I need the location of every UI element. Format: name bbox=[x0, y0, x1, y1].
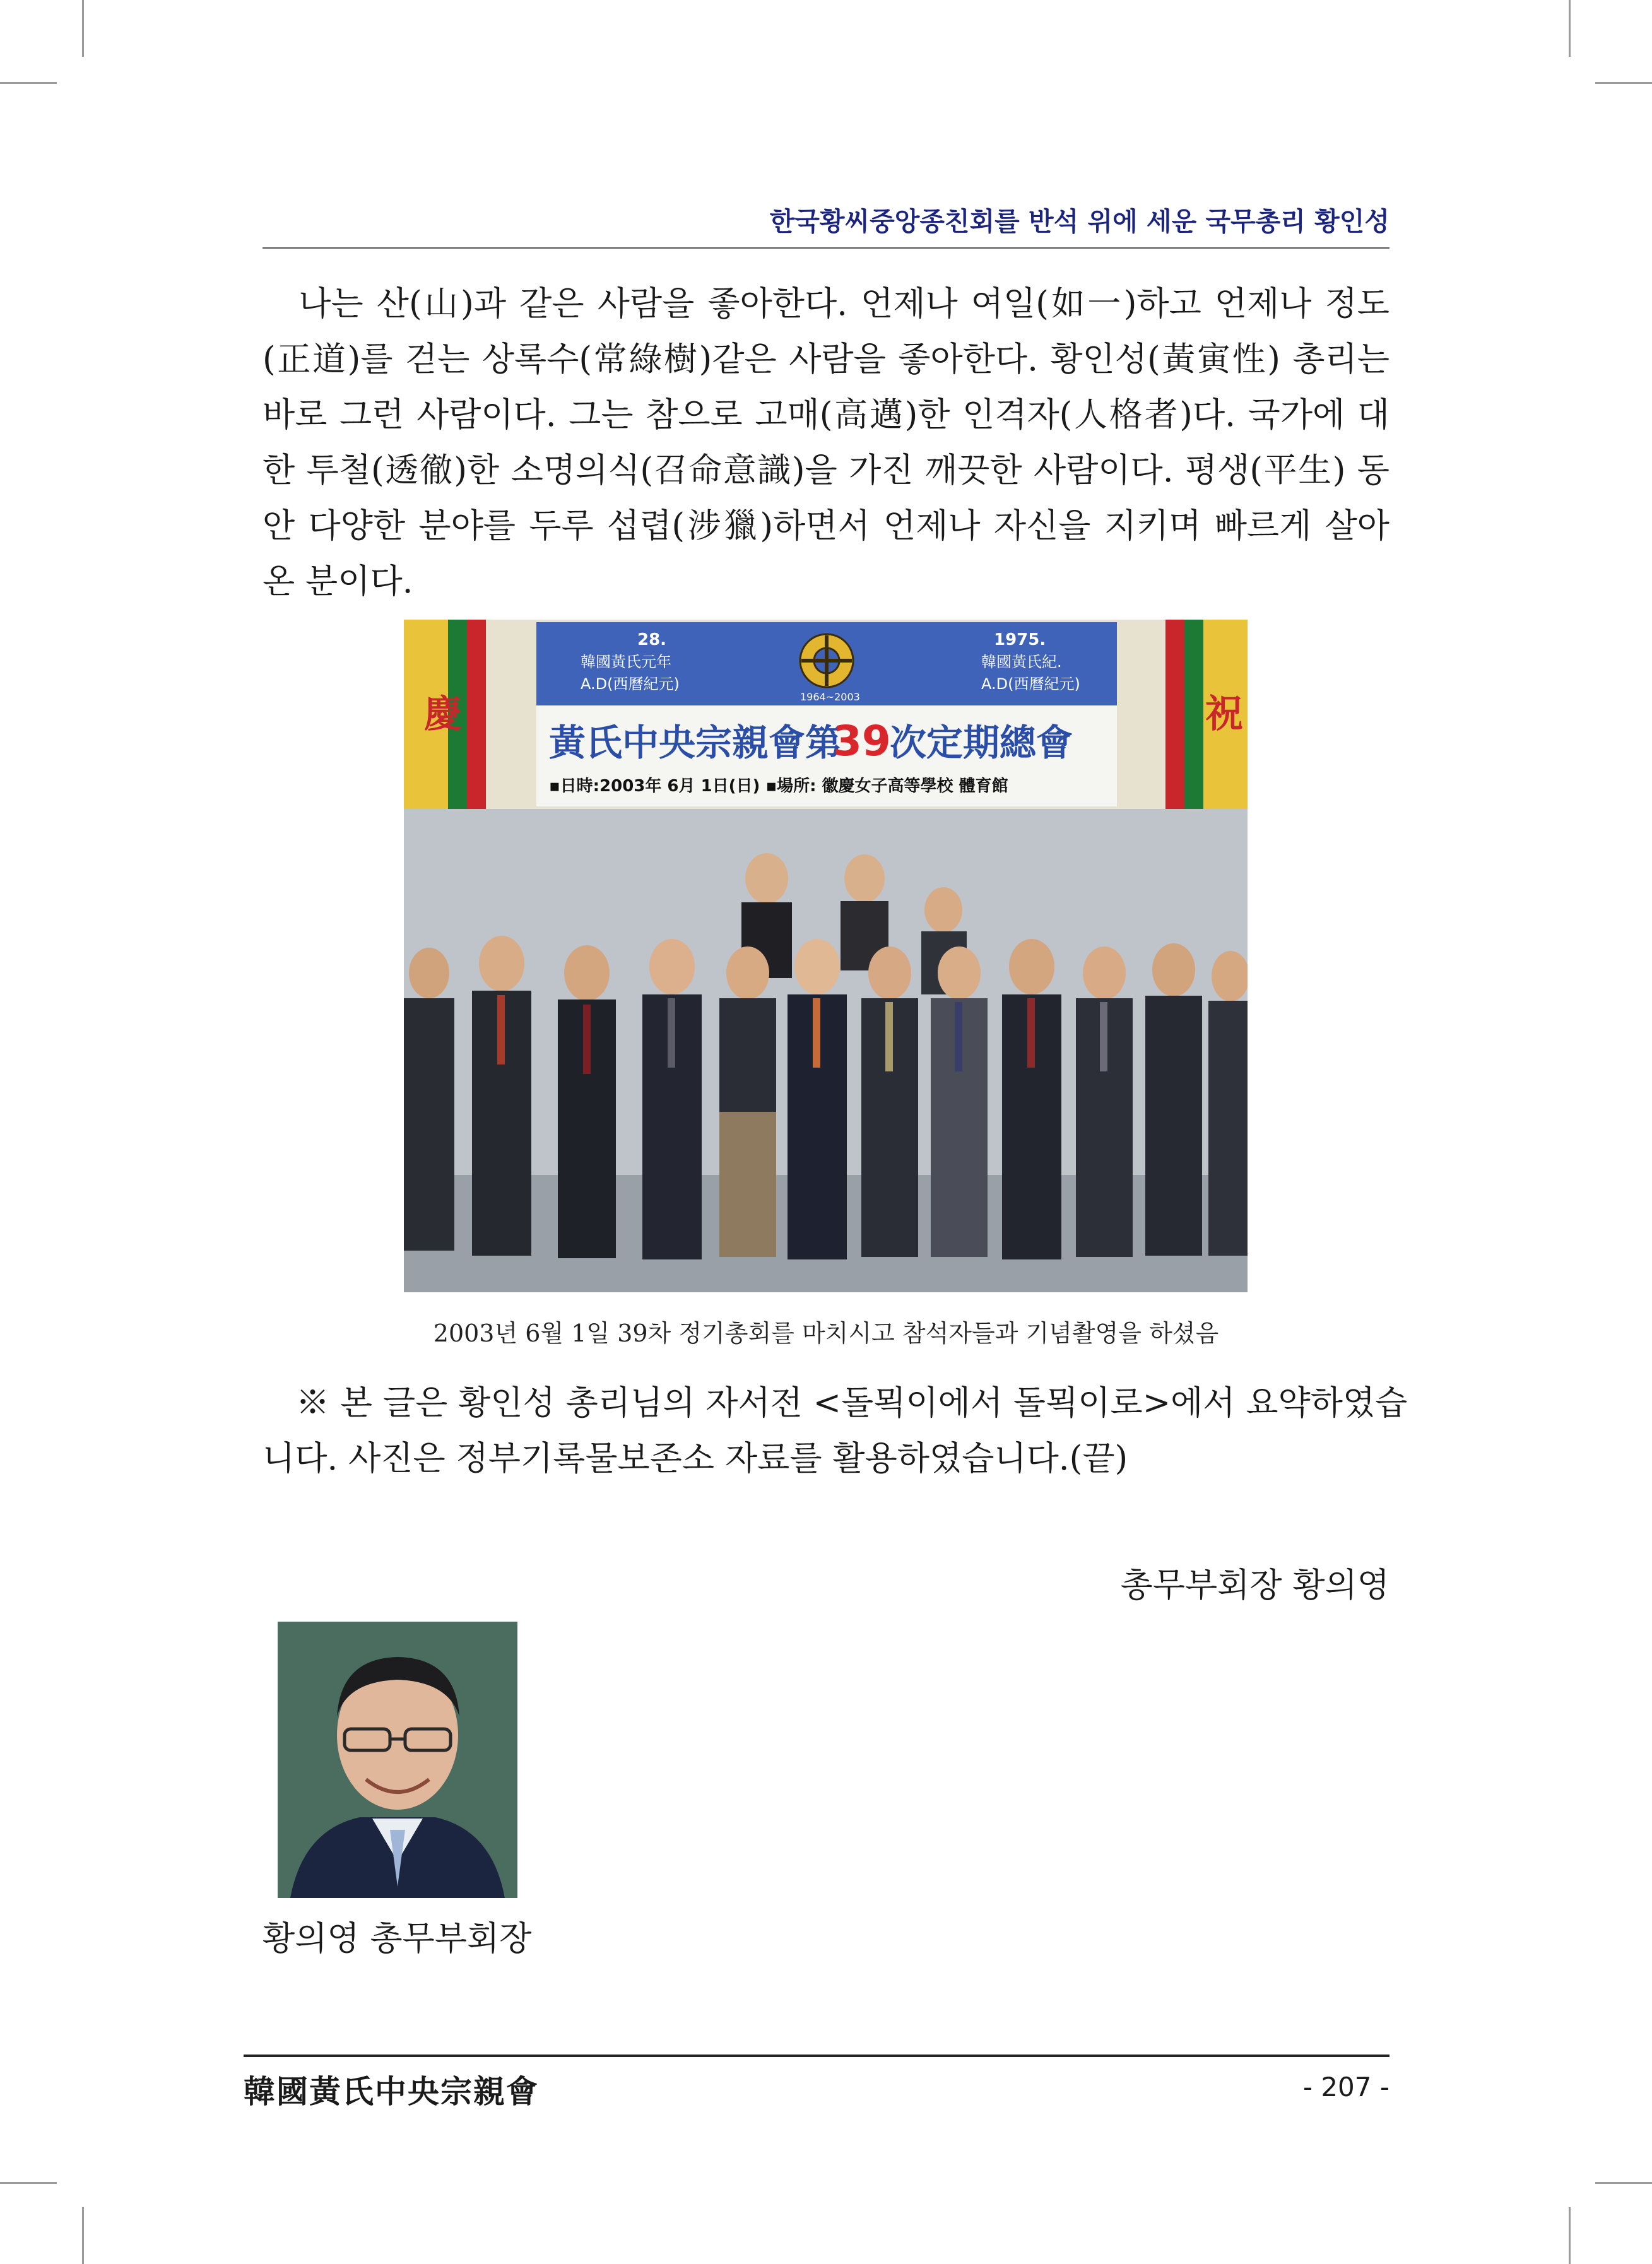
footer-logo: 韓國黃氏中央宗親會 bbox=[244, 2073, 539, 2110]
crop-mark-bl-h bbox=[0, 2182, 57, 2184]
banner-right-mid: 韓國黃氏紀. bbox=[981, 653, 1062, 671]
banner-left-mid: 韓國黃氏元年 bbox=[581, 653, 671, 671]
running-head: 한국황씨중앙종친회를 반석 위에 세운 국무총리 황인성 bbox=[769, 206, 1389, 237]
paragraph-line: 안 다양한 분야를 두루 섭렵(涉獵)하면서 언제나 자신을 지키며 빠르게 살아 bbox=[263, 507, 1389, 545]
banner-subline: ▪日時:2003年 6月 1日(日) ▪場所: 徽慶女子高等學校 體育館 bbox=[549, 777, 1008, 796]
side-left-char: 慶 bbox=[424, 692, 462, 736]
paragraph-line: 바로 그런 사람이다. 그는 참으로 고매(高邁)한 인격자(人格者)다. 국가에 대 bbox=[263, 396, 1389, 434]
paragraph-line: (正道)를 걷는 상록수(常綠樹)같은 사람을 좋아한다. 황인성(黃寅性) 총리는 bbox=[263, 340, 1389, 379]
photo-caption: 2003년 6월 1일 39차 정기총회를 마치시고 참석자들과 기념촬영을 하셨음 bbox=[433, 1319, 1219, 1347]
banner-title-pre: 黃氏中央宗親會第 bbox=[549, 721, 842, 764]
paragraph-line: 한 투철(透徹)한 소명의식(召命意識)을 가진 깨끗한 사람이다. 평생(平生) 동 bbox=[263, 451, 1389, 490]
group-photo bbox=[404, 620, 1248, 1292]
note-line: ※ 본 글은 황인성 총리님의 자서전 <돌뫽이에서 돌뫽이로>에서 요약하였습 bbox=[263, 1384, 1408, 1422]
crop-mark-tl-v bbox=[82, 0, 84, 57]
page-number: - 207 - bbox=[1302, 2072, 1389, 2102]
author-portrait bbox=[278, 1622, 517, 1898]
crop-mark-bl-v bbox=[82, 2207, 84, 2264]
banner-left-top: 28. bbox=[637, 630, 667, 649]
clan-emblem-icon bbox=[800, 634, 853, 687]
crop-mark-tl-h bbox=[0, 82, 57, 84]
emblem-years: 1964~2003 bbox=[800, 691, 860, 703]
paragraph-line: 나는 산(山)과 같은 사람을 좋아한다. 언제나 여일(如一)하고 언제나 정도 bbox=[263, 285, 1389, 323]
note-line: 니다. 사진은 정부기록물보존소 자료를 활용하였습니다.(끝) bbox=[263, 1439, 1128, 1478]
crop-mark-br-h bbox=[1595, 2182, 1652, 2184]
banner-right-top: 1975. bbox=[994, 630, 1046, 649]
banner-title-post: 次定期總會 bbox=[890, 721, 1073, 764]
paragraph-line: 온 분이다. bbox=[263, 562, 413, 601]
banner-right-bot: A.D(西曆紀元) bbox=[981, 675, 1080, 693]
side-right-char: 祝 bbox=[1205, 692, 1243, 736]
crop-mark-tr-v bbox=[1569, 0, 1571, 57]
crop-mark-tr-h bbox=[1595, 82, 1652, 84]
banner-left-bot: A.D(西曆紀元) bbox=[581, 675, 680, 693]
group-photo-illustration bbox=[404, 620, 1248, 1292]
banner-title-num: 39 bbox=[833, 717, 891, 765]
body-paragraph bbox=[263, 276, 1389, 610]
footer-rule bbox=[244, 2055, 1389, 2057]
portrait-caption: 황의영 총무부회장 bbox=[263, 1919, 532, 1958]
portrait-illustration bbox=[278, 1622, 517, 1898]
crop-mark-br-v bbox=[1569, 2207, 1571, 2264]
author-signature: 총무부회장 황의영 bbox=[1120, 1566, 1389, 1605]
note-paragraph bbox=[263, 1376, 1408, 1487]
header-rule bbox=[263, 247, 1389, 249]
